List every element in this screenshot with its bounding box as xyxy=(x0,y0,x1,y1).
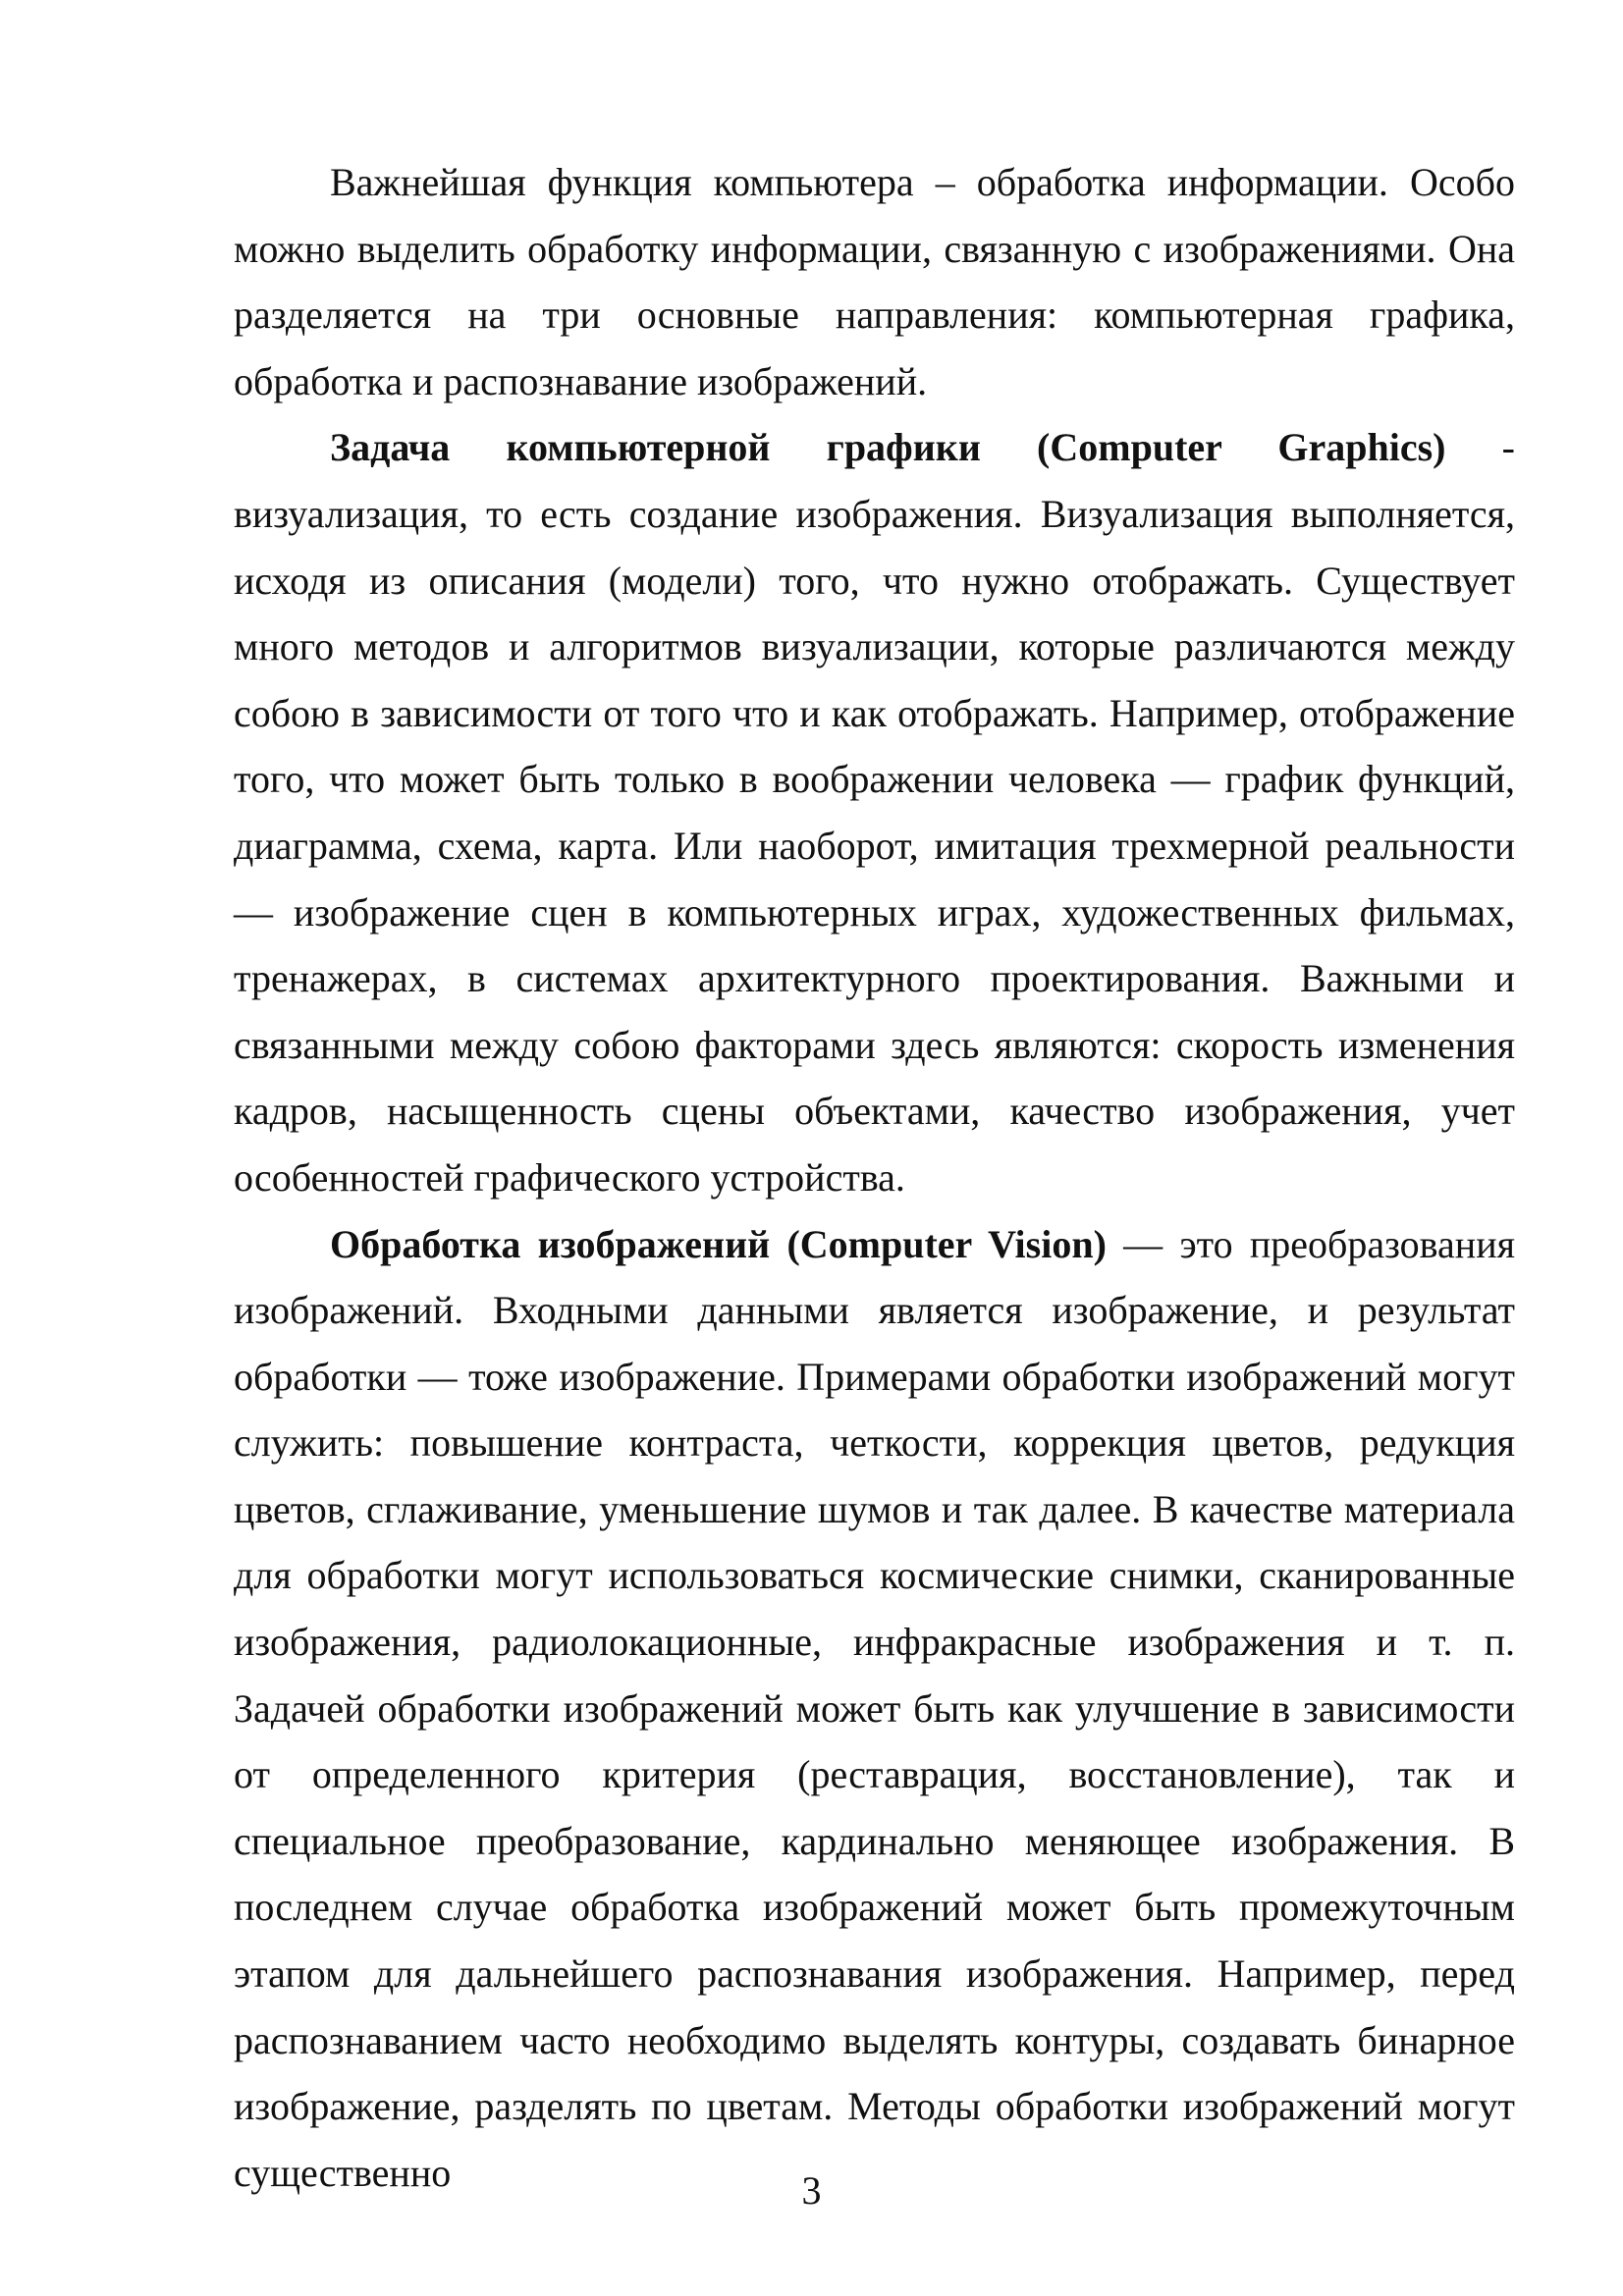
paragraph-computer-graphics-text: - визуализация, то есть создание изображения. Визуализация выполняется, исходя из описания (модели) того, что нужно отображать. Существует много методов и алгоритмов визуализации, которые различаются между собою в зависимости от того что и как отображать. Например, отображение того, что может быть только в воображении человека — график функций, диаграмма, схема, карта. Или наоборот, имитация трехмерной реальности — изображение сцен в компьютерных играх, художественных фильмах, тренажерах, в системах архитектурного проектирования. Важными и связанными между собою факторами здесь являются: скорость изменения кадров, насыщенность сцены объектами, качество изображения, учет особенностей графического устройства. xyxy=(234,425,1515,1200)
paragraph-computer-graphics xyxy=(234,414,1515,1210)
paragraph-computer-vision-text: — это преобразования изображений. Входными данными является изображение, и результат обработки — тоже изображение. Примерами обработки изображений могут служить: повышение контраста, четкости, коррекция цветов, редукция цветов, сглаживание, уменьшение шумов и так далее. В качестве материала для обработки могут использоваться космические снимки, сканированные изображения, радиолокационные, инфракрасные изображения и т. п. Задачей обработки изображений может быть как улучшение в зависимости от определенного критерия (реставрация, восстановление), так и специальное преобразование, кардинально меняющее изображения. В последнем случае обработка изображений может быть промежуточным этапом для дальнейшего распознавания изображения. Например, перед распознаванием часто необходимо выделять контуры, создавать бинарное изображение, разделять по цветам. Методы обработки изображений могут существенно xyxy=(234,1221,1515,2195)
paragraph-intro xyxy=(234,149,1515,414)
paragraph-computer-vision-lead: Обработка изображений (Computer Vision) xyxy=(330,1221,1107,1266)
page-number: 3 xyxy=(801,2168,822,2213)
document-body xyxy=(234,149,1515,2206)
paragraph-computer-vision xyxy=(234,1211,1515,2207)
paragraph-computer-graphics-lead: Задача компьютерной графики (Computer Graphics) xyxy=(330,425,1446,470)
paragraph-intro-text: Важнейшая функция компьютера – обработка информации. Особо можно выделить обработку информации, связанную с изображениями. Она разделяется на три основные направления: компьютерная графика, обработка и распознавание изображений. xyxy=(234,160,1515,403)
